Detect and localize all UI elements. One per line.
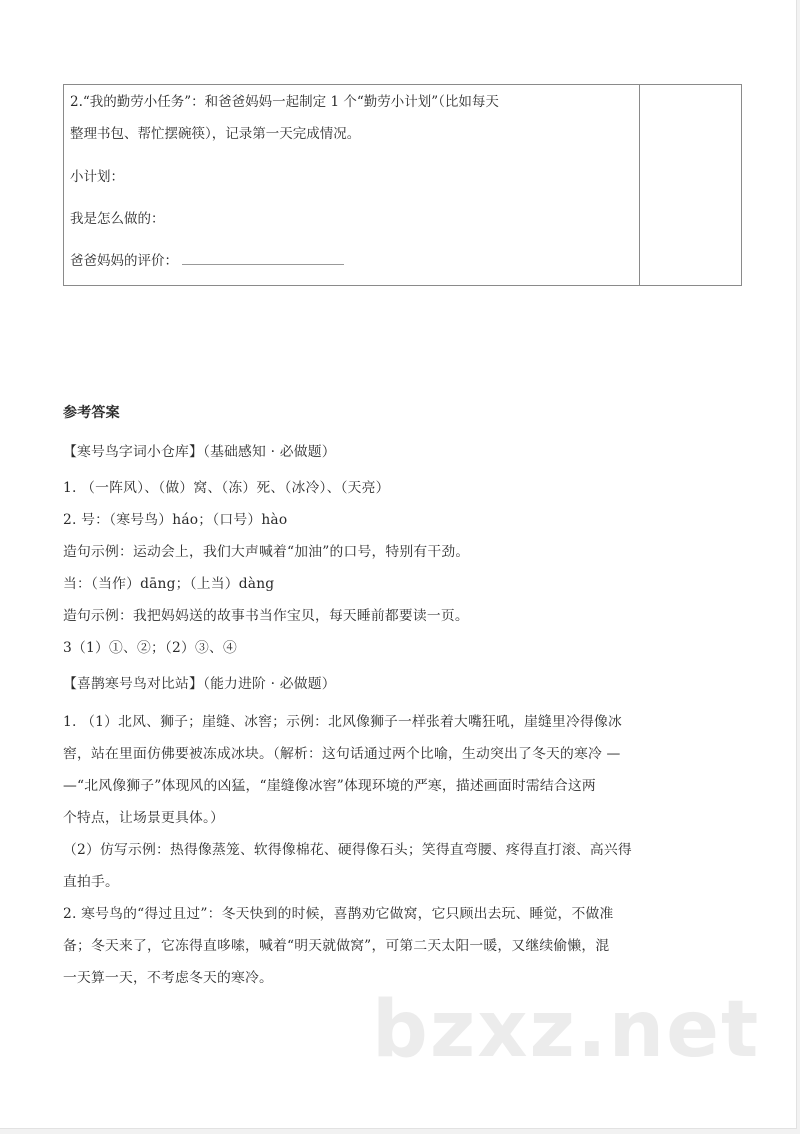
answer-line: 个特点，让场景更具体。）	[63, 810, 225, 826]
task-side-cell	[640, 85, 741, 285]
answer-line: 1. （1）北风、狮子；崖缝、冰窖；示例：北风像狮子一样张着大嘴狂吼，崖缝里冷得像冰	[63, 714, 623, 730]
answer-line: 造句示例：我把妈妈送的故事书当作宝贝，每天睡前都要读一页。	[63, 608, 469, 624]
answer-line: 1. （一阵风）、（做）窝、（冻）死、（冰冷）、（天亮）	[63, 480, 390, 496]
task-content-cell	[64, 85, 640, 285]
plan-label: 小计划：	[70, 169, 124, 185]
watermark: bzxz.net	[372, 985, 761, 1075]
answer-line: 造句示例：运动会上，我们大声喊着“加油”的口号，特别有干劲。	[63, 544, 470, 560]
parent-eval-row	[70, 249, 344, 269]
answer-line: （2）仿写示例：热得像蒸笼、软得像棉花、硬得像石头；笑得直弯腰、疼得直打滚、高兴得	[63, 842, 632, 858]
task-table	[63, 84, 742, 286]
answer-line: 3（1）①、②；（2）③、④	[63, 640, 237, 656]
answer-line: 2. 号：（寒号鸟）háo；（口号）hào	[63, 512, 288, 528]
answer-line: 当：（当作）dāng；（上当）dàng	[63, 576, 275, 592]
how-label: 我是怎么做的：	[70, 211, 165, 227]
answer-line: 窖，站在里面仿佛要被冻成冰块。（解析：这句话通过两个比喻，生动突出了冬天的寒冷 —	[63, 746, 621, 762]
answer-line: 2. 寒号鸟的“得过且过”：冬天快到的时候，喜鹊劝它做窝，它只顾出去玩、睡觉，不做准	[63, 906, 614, 922]
answers-title: 参考答案	[63, 405, 120, 421]
task-instruction-line-1: 2.“我的勤劳小任务”：和爸爸妈妈一起制定 1 个“勤劳小计划”（比如每天	[70, 94, 499, 110]
answer-line: 直拍手。	[63, 874, 119, 890]
answer-line: 备；冬天来了，它冻得直哆嗦，喊着“明天就做窝”，可第二天太阳一暖，又继续偷懒，混	[63, 938, 610, 954]
section2-heading: 【喜鹊寒号鸟对比站】（能力进阶 · 必做题）	[63, 676, 336, 692]
answer-line: —“北风像狮子”体现风的凶猛，“崖缝像冰窖”体现环境的严寒，描述画面时需结合这两	[63, 778, 596, 794]
task-instruction-line-2: 整理书包、帮忙摆碗筷），记录第一天完成情况。	[70, 126, 361, 142]
section1-heading: 【寒号鸟字词小仓库】（基础感知 · 必做题）	[63, 444, 336, 460]
parent-eval-label: 爸爸妈妈的评价：	[70, 253, 178, 269]
answer-line: 一天算一天，不考虑冬天的寒冷。	[63, 970, 273, 986]
parent-eval-blank[interactable]	[182, 250, 344, 265]
